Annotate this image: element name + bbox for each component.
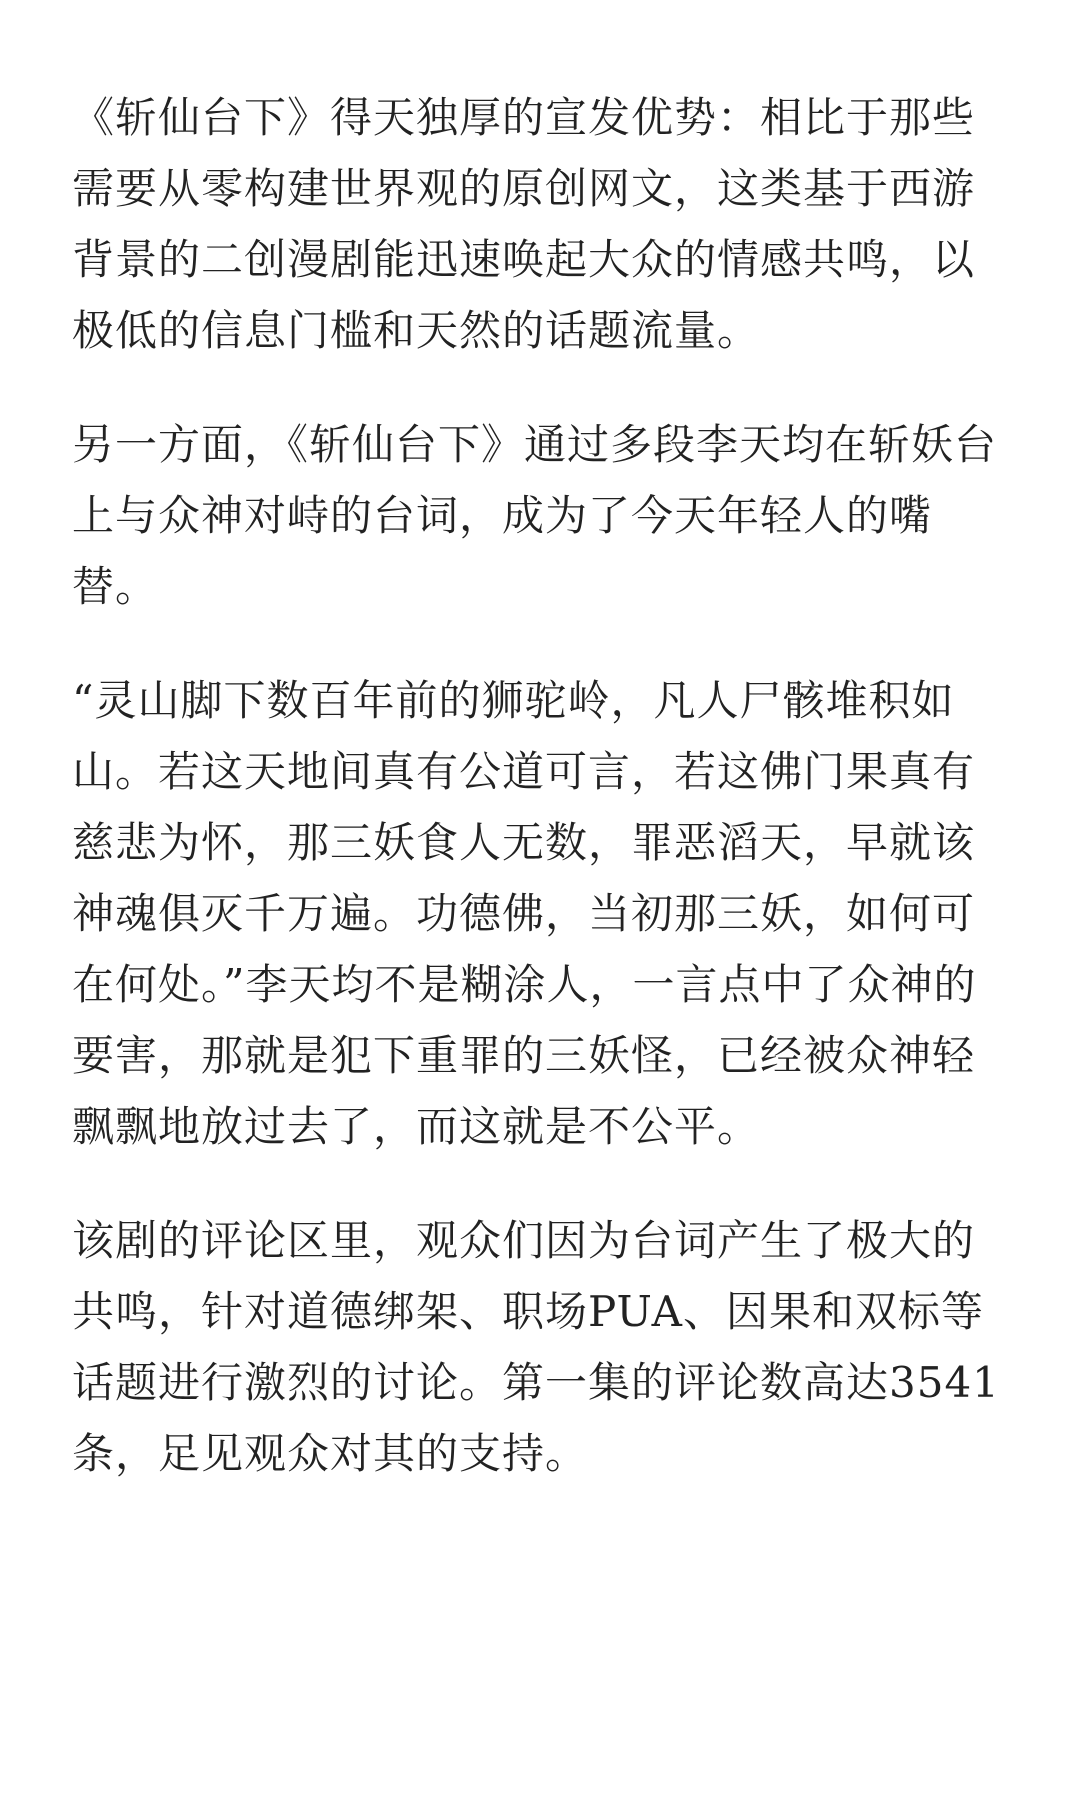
paragraph-4: 该剧的评论区里，观众们因为台词产生了极大的共鸣，针对道德绑架、职场PUA、因果和双标等话题进行激烈的讨论。第一集的评论数高达3541条，足见观众对其的支持。 [72,1216,1000,1478]
paragraph-2: 另一方面，《斩仙台下》通过多段李天均在斩妖台上与众神对峙的台词，成为了今天年轻人的嘴替。 [72,420,998,611]
article-body [72,82,1012,1532]
paragraph-3: “灵山脚下数百年前的狮驼岭，凡人尸骸堆积如山。若这天地间真有公道可言，若这佛门果真有慈悲为怀，那三妖食人无数，罪恶滔天，早就该神魂俱灭千万遍。功德佛，当初那三妖，如何可在何处。”李天均不是糊涂人，一言点中了众神的要害，那就是犯下重罪的三妖怪，已经被众神轻飘飘地放过去了，而这就是不公平。 [72,676,977,1151]
paragraph-1: 《斩仙台下》得天独厚的宣发优势：相比于那些需要从零构建世界观的原创网文，这类基于西游背景的二创漫剧能迅速唤起大众的情感共鸣，以极低的信息门槛和天然的话题流量。 [72,93,976,355]
